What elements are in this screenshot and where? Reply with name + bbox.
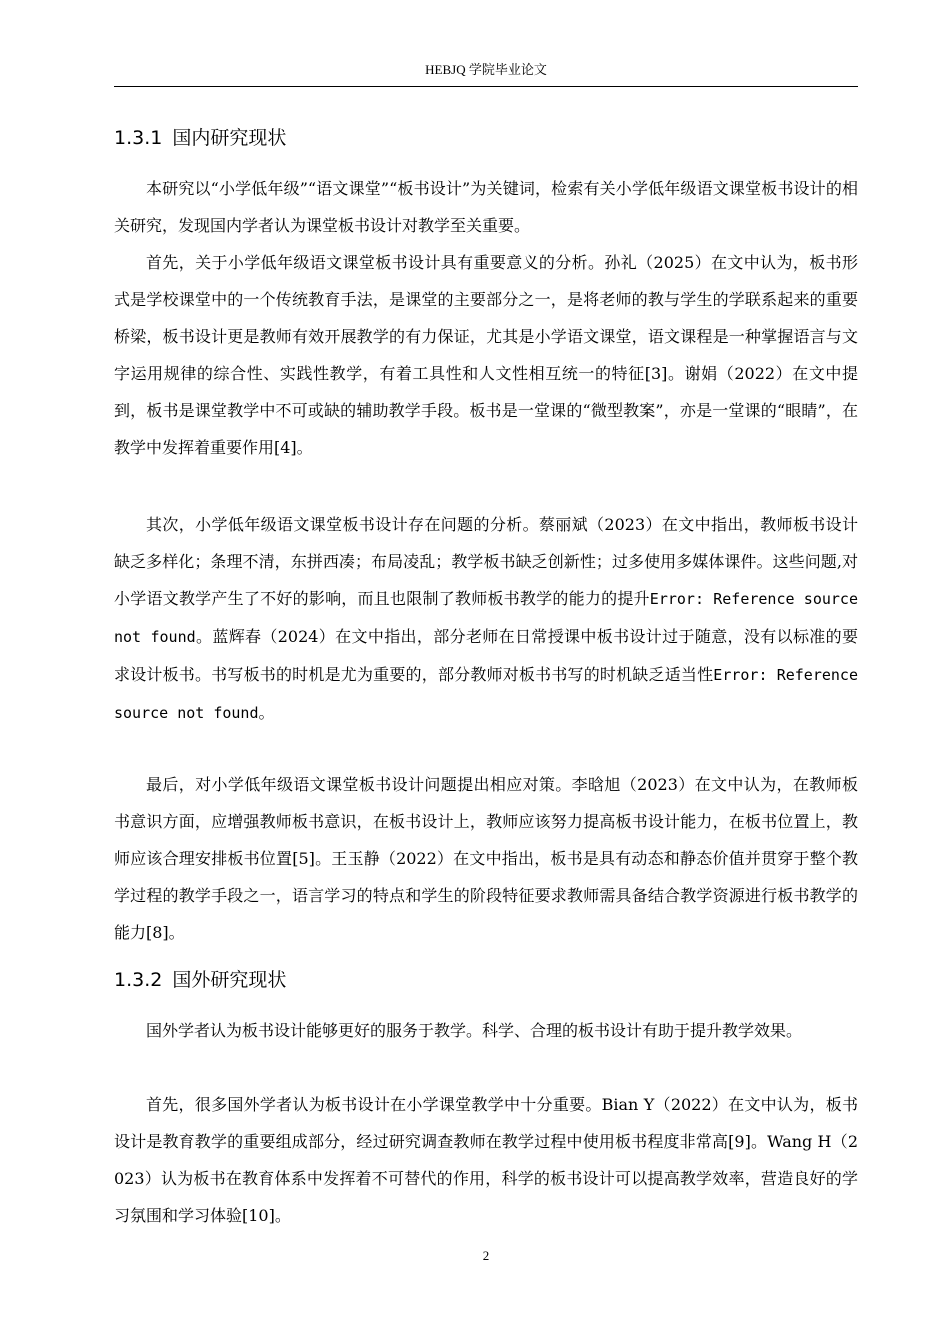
- paragraph-significance: 首先，关于小学低年级语文课堂板书设计具有重要意义的分析。孙礼（2025）在文中认为，板书形式是学校课堂中的一个传统教育手法，是课堂的主要部分之一，是将老师的教与学生的学联系起来的重要桥梁，板书设计更是教师有效开展教学的有力保证，尤其是小学语文课堂，语文课程是一种掌握语言与文字运用规律的综合性、实践性教学，有着工具性和人文性相互统一的特征[3]。谢娟（2022）在文中提到，板书是课堂教学中不可或缺的辅助教学手段。板书是一堂课的“微型教案”，亦是一堂课的“眼睛”，在教学中发挥着重要作用[4]。: [114, 253, 858, 457]
- paragraph-problems: 其次，小学低年级语文课堂板书设计存在问题的分析。蔡丽斌（2023）在文中指出，教师板书设计缺乏多样化；条理不清，东拼西凑；布局凌乱；教学板书缺乏创新性；过多使用多媒体课件。这些问题,对小学语文教学产生了不好的影响，而且也限制了教师板书教学的能力的提升Error: Reference source not found。蓝辉春（2024）在文中指出，部分老师在日常授课中板书设计过于随意，没有以标准的要求设计板书。书写板书的时机是尤为重要的，部分教师对板书书写的时机缺乏适当性Error: Reference source not found。: [114, 515, 858, 722]
- section-title: 国内研究现状: [172, 127, 287, 149]
- header-rule: [114, 86, 858, 87]
- running-header: HEBJQ 学院毕业论文: [425, 62, 547, 77]
- paragraph-intro-foreign: 国外学者认为板书设计能够更好的服务于教学。科学、合理的板书设计有助于提升教学效果。: [146, 1021, 803, 1040]
- section-number: 1.3.2: [114, 969, 163, 991]
- paragraph-intro-domestic: 本研究以“小学低年级”“语文课堂”“板书设计”为关键词，检索有关小学低年级语文课堂板书设计的相关研究，发现国内学者认为课堂板书设计对教学至关重要。: [114, 179, 858, 235]
- reference-error: Error: Reference source not found: [114, 666, 858, 722]
- page-number: 2: [482, 1248, 490, 1263]
- reference-error: Error: Reference source not found: [114, 590, 858, 646]
- section-heading-1-3-2: [114, 966, 858, 994]
- paragraph-foreign-importance: 首先，很多国外学者认为板书设计在小学课堂教学中十分重要。Bian Y（2022）在文中认为，板书设计是教育教学的重要组成部分，经过研究调查教师在教学过程中使用板书程度非常高[9]。Wang H（2023）认为板书在教育体系中发挥着不可替代的作用，科学的板书设计可以提高教学效率，营造良好的学习氛围和学习体验[10]。: [114, 1095, 858, 1225]
- section-number: 1.3.1: [114, 127, 163, 149]
- paragraph-countermeasures: 最后，对小学低年级语文课堂板书设计问题提出相应对策。李晗旭（2023）在文中认为，在教师板书意识方面，应增强教师板书意识，在板书设计上，教师应该努力提高板书设计能力，在板书位置上，教师应该合理安排板书位置[5]。王玉静（2022）在文中指出，板书是具有动态和静态价值并贯穿于整个教学过程的教学手段之一，语言学习的特点和学生的阶段特征要求教师需具备结合教学资源进行板书教学的能力[8]。: [114, 775, 858, 942]
- section-heading-1-3-1: [114, 124, 858, 152]
- section-title: 国外研究现状: [172, 969, 287, 991]
